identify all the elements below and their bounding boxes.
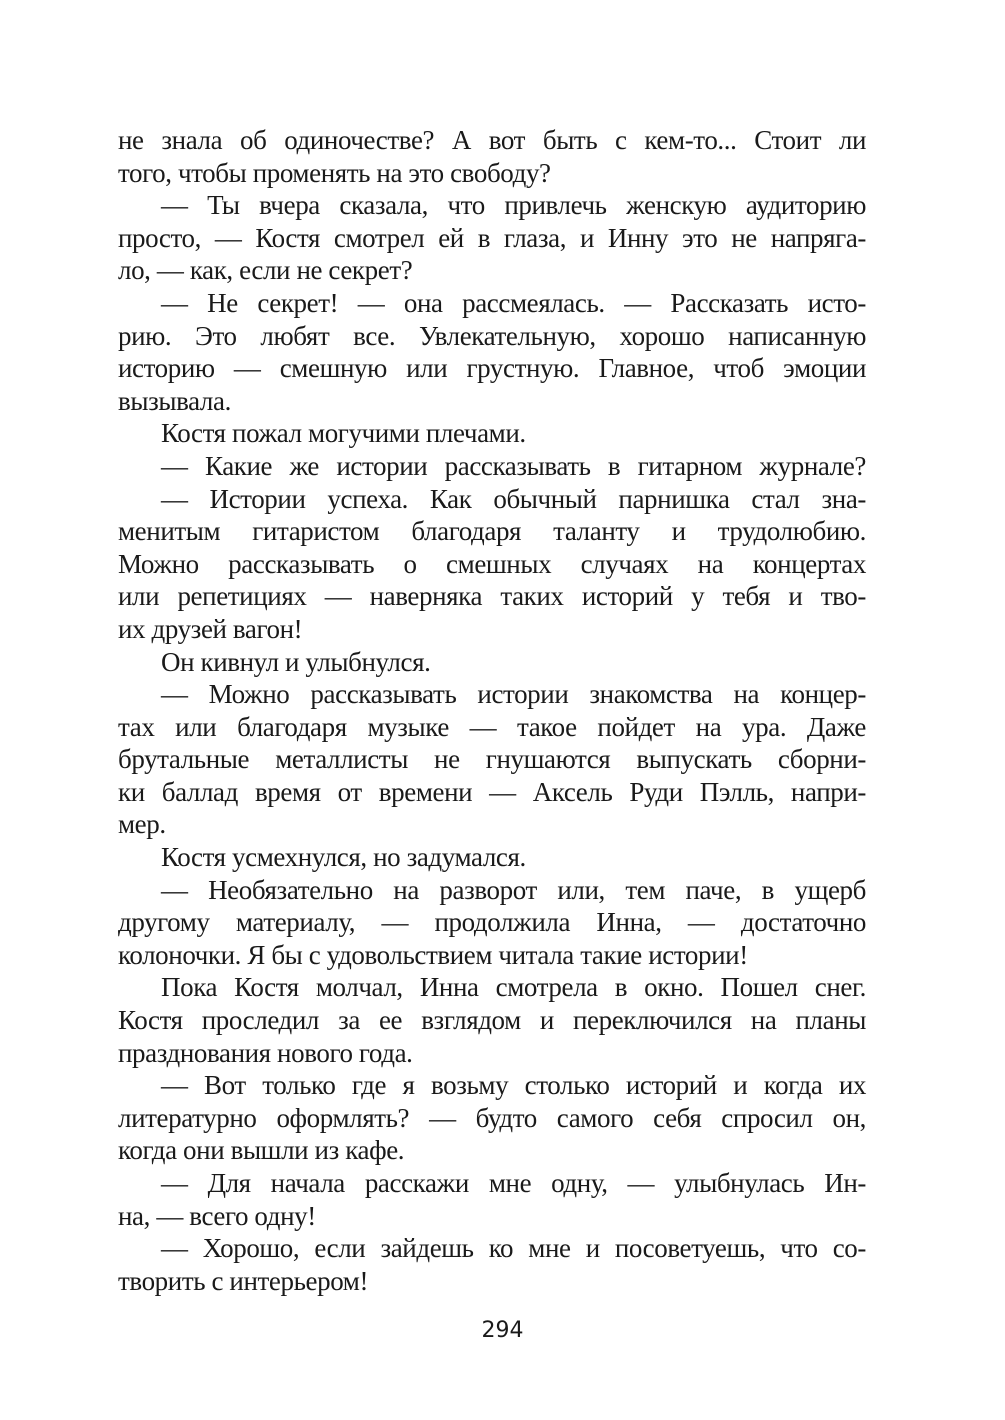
text-line-content: Костя усмехнулся, но задумался. [161,842,526,873]
text-line-content: ло, — как, если не секрет? [118,255,413,286]
text-line [118,1200,866,1233]
text-line-content: — Ты вчера сказала, что привлечь женскую аудиторию [161,190,866,221]
text-line-content: мер. [118,809,166,840]
text-line [118,1069,866,1102]
text-line-content: того, чтобы променять на это свободу? [118,157,551,188]
text-line-content: Он кивнул и улыбнулся. [161,646,431,677]
text-line-content: творить с интерьером! [118,1265,369,1296]
text-line-content: литературно оформлять? — будто самого себя спросил он, [118,1102,866,1133]
text-line-content: ки баллад время от времени — Аксель Руди Пэлль, напри- [118,776,866,807]
text-line-content: Костя пожал могучими плечами. [161,418,526,449]
text-line-content: празднования нового года. [118,1037,413,1068]
text-line-content: или репетициях — наверняка таких историй у тебя и тво- [118,581,866,612]
text-line [118,1167,866,1200]
text-line [118,1232,866,1265]
text-line [118,874,866,907]
text-line-content: не знала об одиночестве? А вот быть с кем-то... Стоит ли [118,125,866,155]
text-line-content: колоночки. Я бы с удовольствием читала такие истории! [118,939,748,970]
text-line [118,254,866,287]
text-line [118,1004,866,1037]
text-line [118,613,866,646]
text-line [118,157,866,190]
text-line [118,548,866,581]
text-line-content: вызывала. [118,385,231,416]
text-line [118,776,866,809]
text-line [118,385,866,418]
text-line [118,906,866,939]
text-line-content: Костя проследил за ее взглядом и переключился на планы [118,1005,866,1036]
text-line-content: Можно рассказывать о смешных случаях на концертах [118,548,866,579]
text-line [118,320,866,353]
text-line-content: когда они вышли из кафе. [118,1135,405,1166]
text-line [118,515,866,548]
text-line-content: — Необязательно на разворот или, тем паче, в ущерб [161,874,866,905]
text-line-content: — Какие же истории рассказывать в гитарном журнале? [161,450,866,481]
text-line-content: — Для начала расскажи мне одну, — улыбнулась Ин- [161,1168,866,1198]
text-line [118,971,866,1004]
text-line [118,580,866,613]
text-line-content: историю — смешную или грустную. Главное, чтоб эмоции [118,353,866,384]
text-line [118,1265,866,1298]
text-line-content: — Истории успеха. Как обычный парнишка стал зна- [161,483,866,514]
text-line [118,1134,866,1167]
text-line [118,222,866,255]
text-line [118,483,866,516]
text-line [118,646,866,679]
text-line-content: рию. Это любят все. Увлекательную, хорошо написанную [118,320,866,351]
text-line-content: менитым гитаристом благодаря таланту и трудолюбию. [118,516,866,547]
text-line [118,450,866,483]
text-line-content: — Не секрет! — она рассмеялась. — Рассказать исто- [161,287,866,318]
text-line-content: — Вот только где я возьму столько историй и когда их [161,1070,866,1101]
text-line-content: — Хорошо, если зайдешь ко мне и посоветуешь, что со- [161,1233,866,1264]
text-line-content: — Можно рассказывать истории знакомства на концер- [161,679,866,710]
text-line [118,678,866,711]
text-line [118,939,866,972]
text-line [118,417,866,450]
text-line [118,1102,866,1135]
text-line-content: тах или благодаря музыке — такое пойдет на ура. Даже [118,711,866,742]
text-line [118,124,866,157]
text-line [118,841,866,874]
text-line-content: Пока Костя молчал, Инна смотрела в окно. Пошел снег. [161,972,866,1003]
text-line [118,287,866,320]
page-number: 294 [481,1318,524,1343]
text-line [118,189,866,222]
text-line [118,743,866,776]
text-line-content: их друзей вагон! [118,613,303,644]
text-line [118,808,866,841]
text-line [118,1037,866,1070]
text-line [118,352,866,385]
text-line-content: просто, — Костя смотрел ей в глаза, и Инну это не напряга- [118,222,866,253]
text-line [118,711,866,744]
text-line-content: другому материалу, — продолжила Инна, — достаточно [118,907,866,938]
text-line-content: на, — всего одну! [118,1200,316,1231]
body-text [118,124,866,1297]
text-line-content: брутальные металлисты не гнушаются выпускать сборни- [118,744,866,775]
